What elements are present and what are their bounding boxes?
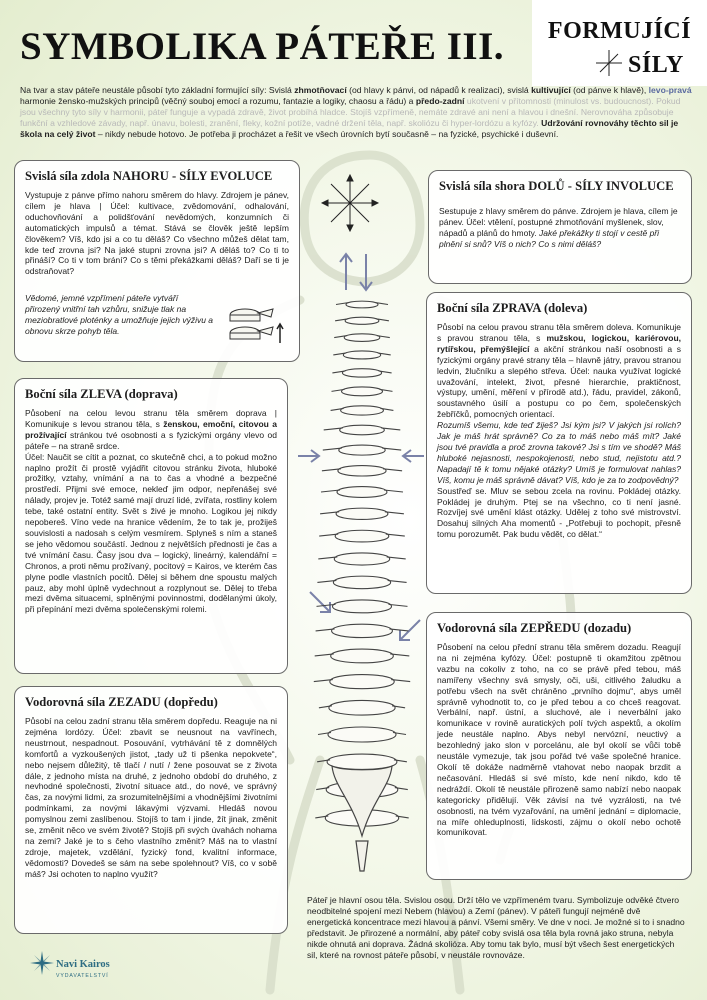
compass-arrows-icon <box>321 174 379 232</box>
vertebra <box>329 700 395 715</box>
card-text-bold: mužskou, logickou, kariérovou, rytířskou, přemýšlející <box>437 332 682 354</box>
vertebra <box>333 600 392 613</box>
vertebra <box>327 754 397 769</box>
card-text: Působí na celou zadní stranu těla směrem dopředu. Reaguje na ni zejména lordózy. Účel: zbavit se neusnout na vavřínech, neustrnout, nespadnout. Posouvání, vytrhávání tě z domnělých komfortů a vyzkoušených jistot, „tady už ti pšenka nepokvete“, nebo nejsem důležitý, tě tlačí / nutí / žene posouvat se z života dále, z jednoho místa na druhé, z jednoho období do druhého, z nevhodné společnosti, životní situace atd., do nové, ve správný čas, za novými lidmi, za srozumitelnějšími a vhodnějšími životními podmínkami, za novými lákavými výzvami. Hledáš novou pomyslnou zemi zaslíbenou. Stojíš to tam i jinde, žít jinak, změnit se, změnit něco ve svém životě? Stojíš při svých úvahách nohama na zemi? Jaké je to s čeho vlastního změnit? Máš na to vlastní zdroje, majetek, vzdělání, fyzický fond, kvalitní informace, vědomosti? Dovedeš se sám na sebe spolehnout? Víš, co v sobě máš? Jsi ochoten to naplno využít? <box>25 716 277 879</box>
vertebra <box>345 317 379 324</box>
intro-bold: předo-zadní <box>415 95 465 106</box>
vertebra <box>341 406 384 415</box>
logo-subtitle: VYDAVATELSTVÍ <box>56 973 109 979</box>
card-text-italic: Jaké překážky ti stojí v cestě při plnění si snů? Víš o nich? Co s nimi děláš? <box>439 227 660 249</box>
card-title: Svislá síla zdola NAHORU - SÍLY EVOLUCE <box>25 169 273 183</box>
intro-text: ukotvení v přítomnosti (minulost vs. budoucnost). Pokud jsou všechny tyto síly v harmonii, páteř funguje a vypadá zdravě, život probíhá hladce. Stojíš vzpřímeně, nemáte zdravé ani není a hlavou i dnešní. Nerovnováha způsobuje funkční a vzhledové závady, např. únavu, bolesti, zranění, fleky, kožní potíže, vadné držení těla, např. skoliózu či hyper-lordózu a kyfózy. <box>20 95 681 128</box>
vertebra <box>342 369 381 377</box>
card-text: Účel: Naučit se cítit a poznat, co skutečně chci, a to pokud možno naplno prožít či prostě vyjádřit citovou stránku života, hluboké prožitky, vztahy, vnímání a na to čas a vhodné a bezpečné prostředí. Přijmi své emoce, nekleď jim odpor, nepřenášej své nálady, projev je. Totéž samé mají druzí lidé, zvířata, rostliny kolem tebe, také ostatní entity. Svět s živé je mnoho. Logikou jej nikdy nepobereš. Víno vede na hranice vědením, že to tak je, prožiješ souvislosti a nadosah s celým vesmírem. Splyneš s ním a staneš se jeho vědomou součástí. Jednou z největších přednosti je čas a tvé vnímání času. Časy jsou dva – logický, lineárný, kalendářní = Chronos, a proti němu prožívaný, pocitový = Kairos, ve kterém čas plyne podle vlastních pocitů. Dělej si během dne spoustu malých pauz, aby mohl úplně vydechnout a rozplynout se. Dělej to třeba mezi dvěma situacemi, splněnými povinnostmi, dodělanými úkoly, při přepínání mezi dvěma společenskými rolemi. <box>25 451 277 615</box>
intro-bold: zhmotňovací <box>294 85 347 95</box>
card-text-span: stránkou tvé osobnosti a s fyzickými orgány vlevo od páteře – na straně srdce. <box>25 429 277 451</box>
vertebra <box>332 624 393 637</box>
card-back-force <box>14 686 288 934</box>
section-badge <box>532 0 707 86</box>
card-text: Působení na celou přední stranu těla směrem dozadu. Reagují na ni zejména kyfózy. Účel: postupně ti okamžitou zpětnou vazbu na cokoliv z toho, na co se právě před tebou, máš namířeny všechny svá smysly, oči, uši, citlivého žaludku a potřebu všech na svět chráněno „prvního dojmu“, abys uměl správně vyhodnotit to, co je před tebou a co chceš reagovat. Verbální, např. ústní, a sluchové, ale i neverbální jako komunikace v rovině auratických polí tvých aspektů, a okolím jede neustále naplno. Abys nebyl nervózní, neuctivý a bezohledný jako slon v porcelánu, ale byl okolí se vůči tobě neustále vymezuje, tak jsou pořád tvé vaše společné hranice. Okolí tě dokáže nadměrně vtahovat nebo naopak brzdit a nečasování. Hledáš si své místo, kde není nikdo, kdo tě nedráždí. Okolí tě neustále přirozeně samo nabízí nebo naopak kategoricky přidělují. Věk závisí na tvé vyzrálosti, na tvé osobnosti, na tvém vyzařování, na umění jednání = diplomacie, na míře ohleduplnosti, lidskosti, zájmu o okolí nebo ochotě komunikovat. <box>437 642 681 838</box>
vertebra <box>342 387 383 396</box>
card-title: Vodorovná síla ZEZADU (dopředu) <box>25 695 218 709</box>
intro-bold: kultivující <box>531 85 571 95</box>
vertebra-illustration <box>223 303 285 353</box>
intro-text: (od pánve k hlavě), <box>570 85 649 95</box>
card-text-span: Sestupuje z hlavy směrem do pánve. Zdrojem je hlava, cílem je pánev. Účel: vtělení, postupné zhmotňování myšlenek, slov, nápadů a plánů do hmoty. <box>439 206 678 238</box>
card-text: Soustřeď se. Mluv se sebou zcela na rovinu. Pokládej otázky. Pokládej je druhým. Ptej se na všechno, co ti není jasné. Rozvíjej své umění klást otázky. Udělej z toho své mistrovství. Dosahuj silných Aha momentů - „Potřebuji to pochopit, přesně tomu porozumět. Pak budu vědět, co dělat.“ <box>437 485 681 540</box>
card-text-span: Působení na celou levou stranu těla směrem doprava | Komunikuje s levou stranou těla, s <box>25 408 277 429</box>
card-evolution-force <box>14 160 300 362</box>
card-text-italic: Vědomé, jemné vzpřímení páteře vytváří přirozený vnitřní tah vzhůru, snižuje tlak na meziobratlové ploténky a umožňuje jejich výživu a obnovu skrze pohyb těla. <box>25 293 214 336</box>
vertebra <box>343 351 380 359</box>
intro-text: – nikdy nebude hotovo. Je potřeba ji procházet a řešit ve všech úrovních bytí současně – na fyzické, psychické i duševní. <box>95 128 559 139</box>
intro-bold: levo-pravá <box>648 85 692 95</box>
card-text <box>439 206 681 250</box>
card-text-span: Působí na celou pravou stranu těla směrem doleva. Komunikuje s pravou stranou těla, s <box>437 322 681 343</box>
intro-text: (od hlavy k pánvi, od nápadů k realizaci), svislá <box>346 85 532 95</box>
vertebra <box>334 553 389 565</box>
card-left-force <box>14 378 288 674</box>
card-title: Vodorovná síla ZEPŘEDU (dozadu) <box>437 621 632 635</box>
badge-line-1: FORMUJÍCÍ <box>547 18 692 44</box>
vertebra <box>340 425 385 435</box>
card-title: Boční síla ZLEVA (doprava) <box>25 387 178 401</box>
vertical-forces-arrows-icon <box>336 250 376 294</box>
vertebra <box>346 301 378 308</box>
intro-bold: Udržování rovnováhy těchto sil je škola na celý život <box>20 117 679 139</box>
intro-text: harmonie žensko-mužských principů (věčný souboj emocí a rozumu, fantazie a logiky, chaosu a řádu) a <box>20 95 416 106</box>
vertebra <box>336 508 388 519</box>
vertebra <box>328 727 396 742</box>
card-title: Svislá síla shora DOLŮ - SÍLY INVOLUCE <box>439 179 674 193</box>
vertebra <box>335 530 389 542</box>
card-text: Vystupuje z pánve přímo nahoru směrem do hlavy. Zdrojem je pánev, cílem je hlava | Účel: kultivace, zvědomování, odhalování, oduchovňování a polidšťování nevědomých, konzumních či automatických impulsů a témat. Stává se člověk ještě lepším člověkem? Víš, kdo jsi a co tu děláš? Co všechno můžeš dělat tam, kde teď zrovna jsi? Na jaké stupni zrovna jsi? A děláš to? Co ti to přináší? Co ti v tom brání? Co s těmi překážkami děláš? Daří se ti je odstraňovat? <box>25 190 289 277</box>
intro-text: Na tvar a stav páteře neustále působí tyto základní formující síly: Svislá <box>20 85 295 95</box>
intro-paragraph <box>20 85 692 140</box>
vertebra <box>338 466 386 476</box>
card-text-italic: Rozumíš všemu, kde teď žiješ? Jsi kým jsi? V jakých jsi rolích? Jak je máš hrát správně? Co za to máš nebo máš mít? Jaké jsou tvé pravidla a proč zrovna takové? Jsi s tím ve shodě? Máš hluboké nejasnosti, nespokojenosti, nebo stud, nejistotu atd.? Napadají tě k tomu nějaké otázky? Umíš je formulovat nahlas? Víš, komu je máš správně dávat? Víš, kdo je za to zodpovědný? <box>437 420 681 485</box>
publisher-logo <box>30 951 110 980</box>
card-right-force <box>426 292 692 594</box>
spine-illustration <box>312 296 412 876</box>
card-front-force <box>426 612 692 880</box>
card-title: Boční síla ZPRAVA (doleva) <box>437 301 588 315</box>
compass-cross-icon <box>594 48 624 78</box>
vertebra <box>344 334 380 342</box>
card-text-bold: ženskou, emoční, citovou a prožívající <box>25 418 277 440</box>
page-title: SYMBOLIKA PÁTEŘE III. <box>20 25 505 68</box>
card-text <box>25 408 277 452</box>
badge-line-2: SÍLY <box>628 52 684 78</box>
closing-paragraph: Páteř je hlavní osou těla. Svislou osou. Drží tělo ve vzpřímeném tvaru. Symbolizuje odvěké čtvero neodbitelné spojení mezi Nebem (hlavou) a Zemí (pánev). V páteři fungují nejméně dvě energetická koncentrace mezi hlavou a pánví. Všemi směry. Ve dne v noci. Je možné si to i snadno představit. Je přirozené a normální, aby páteř coby svislá osa těla byla rovná jako struna, nebyla nikde ohnutá ani doprava. Žádná skolióza. Aby tomu tak bylo, musí být všech šest energetických sil, které na rovnost páteře působí, v neustále rovnováze. <box>307 895 685 961</box>
card-text <box>437 322 681 420</box>
vertebra <box>331 649 394 663</box>
card-involution-force <box>428 170 692 284</box>
vertebra <box>330 675 394 689</box>
star-logo-icon <box>30 951 54 975</box>
vertebra <box>339 445 385 455</box>
card-text-span: a akční stránkou naší osobnosti a s fyzickými orgány pravé strany těla – hlavně játry, pravou stranou ledvin, žlučníku a slepého střeva. Účel: nauka využívat logické uvažování, intelekt, život, přesné hierarchie, praktičnost, výstupy, umění, měření v přírodě atd.), řádu, pravidel, zákonů, soustavného úsilí a postupu co po čem, společenských žebříčků, pomocných orientací. <box>437 343 681 420</box>
vertebra <box>337 487 387 498</box>
vertebra <box>333 576 390 589</box>
logo-name: Navi Kairos <box>56 959 110 970</box>
